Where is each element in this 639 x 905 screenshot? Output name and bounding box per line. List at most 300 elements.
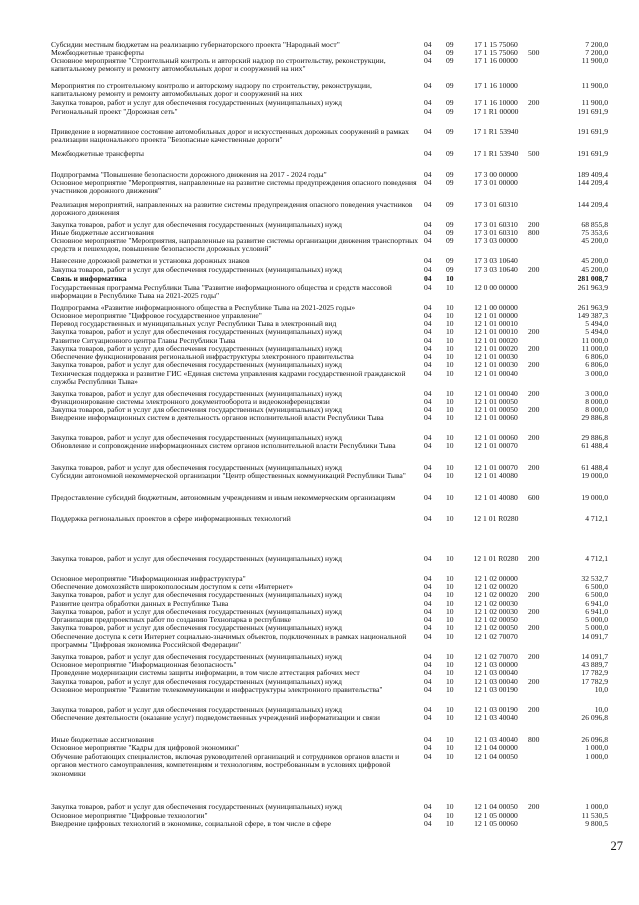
row-section-code: 04	[424, 178, 432, 187]
row-subsection-code: 10	[446, 752, 454, 761]
row-target-code: 12 1 00 00000	[474, 303, 518, 312]
row-target-code: 12 1 01 00070	[474, 441, 518, 450]
row-name: Закупка товаров, работ и услуг для обеспечения государственных (муниципальных) нужд	[51, 590, 342, 599]
page-number: 27	[610, 839, 623, 853]
row-target-code: 17 3 01 60310	[474, 220, 518, 229]
row-name: Организация предпроектных работ по созданию Технопарка в республике	[51, 615, 292, 624]
row-amount: 281 008,7	[577, 274, 608, 283]
row-expense-type: 500	[528, 48, 540, 57]
row-section-code: 04	[424, 433, 432, 442]
row-name: Поддержка региональных проектов в сфере информационных технологий	[51, 514, 291, 523]
row-amount: 75 353,6	[581, 228, 608, 237]
row-expense-type: 200	[528, 463, 540, 472]
row-section-code: 04	[424, 283, 432, 292]
row-section-code: 04	[424, 327, 432, 336]
row-subsection-code: 09	[446, 170, 454, 179]
row-target-code: 12 1 04 00050	[474, 752, 518, 761]
row-section-code: 04	[424, 336, 432, 345]
row-expense-type: 200	[528, 360, 540, 369]
row-expense-type: 200	[528, 802, 540, 811]
row-amount: 4 712,1	[585, 554, 608, 563]
row-name: Закупка товаров, работ и услуг для обеспечения государственных (муниципальных) нужд	[51, 802, 342, 811]
row-subsection-code: 09	[446, 149, 454, 158]
row-target-code: 12 1 02 00050	[474, 615, 518, 624]
row-section-code: 04	[424, 632, 432, 641]
row-target-code: 12 1 02 00030	[474, 607, 518, 616]
row-amount: 19 000,0	[581, 471, 608, 480]
row-subsection-code: 10	[446, 303, 454, 312]
row-target-code: 12 1 03 00190	[474, 685, 518, 694]
row-subsection-code: 09	[446, 98, 454, 107]
row-subsection-code: 10	[446, 327, 454, 336]
row-target-code: 17 3 01 60310	[474, 228, 518, 237]
row-subsection-code: 09	[446, 56, 454, 65]
row-section-code: 04	[424, 170, 432, 179]
row-target-code: 12 1 03 40040	[474, 735, 518, 744]
row-amount: 144 209,4	[577, 200, 608, 209]
row-subsection-code: 10	[446, 668, 454, 677]
row-subsection-code: 09	[446, 107, 454, 116]
row-target-code: 12 1 03 00190	[474, 705, 518, 714]
row-subsection-code: 10	[446, 582, 454, 591]
row-amount: 8 000,0	[585, 397, 608, 406]
row-subsection-code: 09	[446, 178, 454, 187]
row-amount: 26 096,8	[581, 713, 608, 722]
row-subsection-code: 10	[446, 463, 454, 472]
row-target-code: 17 1 R1 00000	[473, 107, 519, 116]
row-subsection-code: 09	[446, 48, 454, 57]
row-target-code: 12 1 02 00000	[474, 574, 518, 583]
row-name: Обеспечение доступа к сети Интернет социально-значимых объектов, подключенных в рамках национальной программы "Цифровая экономика Российской Федерации"	[51, 632, 407, 650]
row-amount: 149 387,3	[577, 311, 608, 320]
row-subsection-code: 10	[446, 599, 454, 608]
row-amount: 29 886,8	[581, 433, 608, 442]
row-target-code: 12 1 01 00060	[474, 433, 518, 442]
row-target-code: 12 1 01 00020	[474, 344, 518, 353]
row-section-code: 04	[424, 607, 432, 616]
row-target-code: 12 1 02 00050	[474, 623, 518, 632]
row-amount: 9 800,5	[585, 819, 608, 828]
row-section-code: 04	[424, 582, 432, 591]
row-target-code: 12 1 01 00040	[474, 389, 518, 398]
row-name: Закупка товаров, работ и услуг для обеспечения государственных (муниципальных) нужд	[51, 389, 342, 398]
row-section-code: 04	[424, 677, 432, 686]
row-target-code: 17 3 01 60310	[474, 200, 518, 209]
row-name: Внедрение информационных систем в деятельность органов исполнительной власти Республики Тыва	[51, 413, 384, 422]
row-name: Проведение модернизации системы защиты информации, в том числе аттестация рабочих мест	[51, 668, 360, 677]
row-subsection-code: 09	[446, 40, 454, 49]
row-target-code: 12 1 05 00000	[474, 811, 518, 820]
row-section-code: 04	[424, 352, 432, 361]
row-name: Техническая поддержка и развитие ГИС «Единая система управления кадрами государственной гражданской службы Республики Тыва»	[51, 369, 406, 387]
row-subsection-code: 10	[446, 554, 454, 563]
row-subsection-code: 10	[446, 735, 454, 744]
row-target-code: 12 1 03 00040	[474, 668, 518, 677]
row-expense-type: 800	[528, 228, 540, 237]
row-amount: 7 200,0	[585, 48, 608, 57]
row-subsection-code: 09	[446, 81, 454, 90]
row-subsection-code: 10	[446, 590, 454, 599]
row-section-code: 04	[424, 735, 432, 744]
row-expense-type: 200	[528, 433, 540, 442]
row-section-code: 04	[424, 493, 432, 502]
row-amount: 191 691,9	[577, 149, 608, 158]
row-target-code: 17 1 16 10000	[474, 81, 518, 90]
row-subsection-code: 10	[446, 311, 454, 320]
row-name: Основное мероприятие "Мероприятия, направленные на развитие системы организации движения транспортных средств и пешеходов, повышение безопасности дорожных условий"	[51, 236, 419, 254]
row-subsection-code: 10	[446, 344, 454, 353]
row-subsection-code: 10	[446, 433, 454, 442]
row-section-code: 04	[424, 369, 432, 378]
row-amount: 11 900,0	[581, 56, 608, 65]
row-amount: 45 200,0	[581, 236, 608, 245]
row-expense-type: 200	[528, 265, 540, 274]
row-subsection-code: 10	[446, 685, 454, 694]
row-amount: 8 000,0	[585, 405, 608, 414]
row-amount: 6 806,0	[585, 360, 608, 369]
row-amount: 68 855,8	[581, 220, 608, 229]
row-amount: 1 000,0	[585, 802, 608, 811]
row-name: Развитие центра обработки данных в Республике Тыва	[51, 599, 229, 608]
row-amount: 29 886,8	[581, 413, 608, 422]
row-amount: 7 200,0	[585, 40, 608, 49]
row-name: Подпрограмма «Развитие информационного общества в Республике Тыва на 2021-2025 годы»	[51, 303, 356, 312]
row-expense-type: 200	[528, 98, 540, 107]
row-amount: 5 494,0	[585, 319, 608, 328]
row-name: Обновление и сопровождение информационных систем органов исполнительной власти Республики Тыва	[51, 441, 396, 450]
row-amount: 1 000,0	[585, 743, 608, 752]
row-subsection-code: 10	[446, 389, 454, 398]
row-target-code: 12 1 01 00010	[474, 327, 518, 336]
row-section-code: 04	[424, 713, 432, 722]
row-section-code: 04	[424, 574, 432, 583]
row-target-code: 12 1 01 00050	[474, 397, 518, 406]
row-name: Реализация мероприятий, направленных на развитие системы предупреждения опасного поведения участников дорожного движения	[51, 200, 413, 218]
row-name: Основное мероприятие "Информационная безопасность"	[51, 660, 237, 669]
row-amount: 11 530,5	[581, 811, 608, 820]
row-subsection-code: 09	[446, 220, 454, 229]
row-name: Основное мероприятие "Строительный контроль и авторский надзор по строительству, реконструкции, капитальному ремонту и ремонту автомобильных дорог и сооружений на них"	[51, 56, 386, 74]
row-subsection-code: 09	[446, 127, 454, 136]
row-target-code: 12 1 01 00030	[474, 360, 518, 369]
row-amount: 32 532,7	[581, 574, 608, 583]
row-target-code: 12 1 02 70070	[474, 632, 518, 641]
row-target-code: 12 1 05 00060	[474, 819, 518, 828]
row-expense-type: 200	[528, 623, 540, 632]
row-amount: 11 900,0	[581, 98, 608, 107]
row-section-code: 04	[424, 413, 432, 422]
row-section-code: 04	[424, 311, 432, 320]
row-amount: 261 963,9	[577, 283, 608, 292]
row-subsection-code: 09	[446, 265, 454, 274]
row-subsection-code: 10	[446, 660, 454, 669]
row-name: Основное мероприятие "Цифровые технологии"	[51, 811, 208, 820]
row-name: Субсидии автономной некоммерческой организации "Центр общественных коммуникаций Республики Тыва"	[51, 471, 406, 480]
row-name: Основное мероприятие "Мероприятия, направленные на развитие системы предупреждения опасного поведения участников дорожного движения"	[51, 178, 417, 196]
row-name: Перевод государственных и муниципальных услуг Республики Тыва в электронный вид	[51, 319, 337, 328]
row-name: Внедрение цифровых технологий в экономике, социальной сфере, в том числе в сфере	[51, 819, 332, 828]
row-amount: 61 488,4	[581, 441, 608, 450]
row-section-code: 04	[424, 48, 432, 57]
row-section-code: 04	[424, 200, 432, 209]
row-subsection-code: 10	[446, 802, 454, 811]
row-amount: 17 782,9	[581, 677, 608, 686]
row-target-code: 12 1 02 00020	[474, 590, 518, 599]
row-subsection-code: 10	[446, 607, 454, 616]
row-target-code: 17 1 R1 53940	[473, 127, 519, 136]
row-subsection-code: 10	[446, 811, 454, 820]
row-target-code: 12 1 03 00040	[474, 677, 518, 686]
row-amount: 1 000,0	[585, 752, 608, 761]
row-amount: 17 782,9	[581, 668, 608, 677]
row-amount: 6 941,0	[585, 599, 608, 608]
row-amount: 45 200,0	[581, 265, 608, 274]
row-target-code: 17 3 03 10640	[474, 256, 518, 265]
row-name: Закупка товаров, работ и услуг для обеспечения государственных (муниципальных) нужд	[51, 705, 342, 714]
row-expense-type: 200	[528, 652, 540, 661]
row-subsection-code: 10	[446, 632, 454, 641]
row-target-code: 12 1 02 70070	[474, 652, 518, 661]
row-section-code: 04	[424, 752, 432, 761]
row-section-code: 04	[424, 811, 432, 820]
row-expense-type: 600	[528, 493, 540, 502]
row-target-code: 12 1 03 00000	[474, 660, 518, 669]
row-subsection-code: 10	[446, 352, 454, 361]
row-name: Основное мероприятие "Информационная инфраструктура"	[51, 574, 246, 583]
row-name: Обеспечение функционирования региональной инфраструктуры электронного правительства	[51, 352, 354, 361]
row-name: Закупка товаров, работ и услуг для обеспечения государственных (муниципальных) нужд	[51, 554, 342, 563]
row-amount: 6 500,0	[585, 590, 608, 599]
row-expense-type: 200	[528, 389, 540, 398]
row-subsection-code: 10	[446, 283, 454, 292]
row-name: Развитие Ситуационного центра Главы Республики Тыва	[51, 336, 236, 345]
row-name: Обеспечение домохозяйств широкополосным доступом к сети «Интернет»	[51, 582, 294, 591]
row-section-code: 04	[424, 590, 432, 599]
row-subsection-code: 10	[446, 677, 454, 686]
row-name: Обеспечение деятельности (оказание услуг) подведомственных учреждений информатизации и связи	[51, 713, 380, 722]
row-target-code: 12 1 01 00020	[474, 336, 518, 345]
row-amount: 5 494,0	[585, 327, 608, 336]
row-target-code: 12 1 03 40040	[474, 713, 518, 722]
row-name: Закупка товаров, работ и услуг для обеспечения государственных (муниципальных) нужд	[51, 98, 342, 107]
row-amount: 11 000,0	[581, 336, 608, 345]
row-name: Межбюджетные трансферты	[51, 149, 144, 158]
row-amount: 5 000,0	[585, 623, 608, 632]
row-target-code: 17 3 03 00000	[474, 236, 518, 245]
row-name: Государственная программа Республики Тыва "Развитие информационного общества и средств массовой информации в Республике Тыва на 2021-2025 годы"	[51, 283, 392, 301]
row-subsection-code: 10	[446, 743, 454, 752]
row-subsection-code: 10	[446, 369, 454, 378]
row-amount: 11 000,0	[581, 344, 608, 353]
row-expense-type: 200	[528, 344, 540, 353]
row-subsection-code: 09	[446, 200, 454, 209]
row-amount: 261 963,9	[577, 303, 608, 312]
row-subsection-code: 10	[446, 652, 454, 661]
row-section-code: 04	[424, 360, 432, 369]
row-amount: 45 200,0	[581, 256, 608, 265]
row-subsection-code: 10	[446, 615, 454, 624]
row-name: Связь и информатика	[51, 274, 127, 283]
row-target-code: 12 1 01 00050	[474, 405, 518, 414]
row-subsection-code: 10	[446, 319, 454, 328]
row-target-code: 12 1 04 00050	[474, 802, 518, 811]
row-name: Основное мероприятие "Кадры для цифровой экономики"	[51, 743, 240, 752]
row-subsection-code: 10	[446, 360, 454, 369]
row-amount: 6 941,0	[585, 607, 608, 616]
row-section-code: 04	[424, 236, 432, 245]
row-name: Закупка товаров, работ и услуг для обеспечения государственных (муниципальных) нужд	[51, 344, 342, 353]
row-section-code: 04	[424, 98, 432, 107]
row-section-code: 04	[424, 228, 432, 237]
row-section-code: 04	[424, 471, 432, 480]
row-name: Иные бюджетные ассигнования	[51, 228, 154, 237]
row-subsection-code: 10	[446, 705, 454, 714]
row-section-code: 04	[424, 743, 432, 752]
row-section-code: 04	[424, 56, 432, 65]
row-subsection-code: 09	[446, 236, 454, 245]
row-target-code: 12 1 02 00020	[474, 582, 518, 591]
row-subsection-code: 10	[446, 441, 454, 450]
row-section-code: 04	[424, 705, 432, 714]
row-section-code: 04	[424, 389, 432, 398]
row-section-code: 04	[424, 660, 432, 669]
row-name: Обучение работающих специалистов, включая руководителей организаций и сотрудников органов власти и органов местного самоуправления, компетенциям и технологиям, востребованным в условиях цифровой экономики	[51, 752, 400, 778]
row-amount: 14 091,7	[581, 632, 608, 641]
row-target-code: 12 1 01 40080	[474, 471, 518, 480]
row-target-code: 12 1 01 R0280	[473, 514, 519, 523]
row-subsection-code: 10	[446, 413, 454, 422]
row-amount: 144 209,4	[577, 178, 608, 187]
row-name: Функционирование системы электронного документооборота и видеоконференцсвязи	[51, 397, 330, 406]
row-target-code: 12 1 04 00000	[474, 743, 518, 752]
row-name: Подпрограмма "Повышение безопасности дорожного движения на 2017 - 2024 годы"	[51, 170, 327, 179]
row-name: Основное мероприятие "Развитие телекоммуникации и инфраструктуры электронного правительства"	[51, 685, 383, 694]
row-target-code: 17 3 03 10640	[474, 265, 518, 274]
row-target-code: 12 1 01 00030	[474, 352, 518, 361]
row-target-code: 12 1 01 40080	[474, 493, 518, 502]
row-target-code: 17 3 00 00000	[474, 170, 518, 179]
row-amount: 10,0	[594, 705, 608, 714]
row-target-code: 12 1 02 00030	[474, 599, 518, 608]
row-amount: 6 500,0	[585, 582, 608, 591]
row-amount: 14 091,7	[581, 652, 608, 661]
row-amount: 5 000,0	[585, 615, 608, 624]
row-name: Межбюджетные трансферты	[51, 48, 144, 57]
row-section-code: 04	[424, 220, 432, 229]
row-section-code: 04	[424, 344, 432, 353]
row-section-code: 04	[424, 127, 432, 136]
row-target-code: 12 1 01 00040	[474, 369, 518, 378]
row-target-code: 17 1 15 75060	[474, 48, 518, 57]
row-target-code: 17 3 01 00000	[474, 178, 518, 187]
row-section-code: 04	[424, 149, 432, 158]
row-amount: 6 806,0	[585, 352, 608, 361]
row-amount: 3 000,0	[585, 369, 608, 378]
row-expense-type: 200	[528, 607, 540, 616]
row-section-code: 04	[424, 623, 432, 632]
row-section-code: 04	[424, 463, 432, 472]
row-section-code: 04	[424, 40, 432, 49]
row-subsection-code: 10	[446, 623, 454, 632]
row-section-code: 04	[424, 441, 432, 450]
row-name: Иные бюджетные ассигнования	[51, 735, 154, 744]
row-expense-type: 200	[528, 327, 540, 336]
row-target-code: 17 1 16 00000	[474, 56, 518, 65]
row-section-code: 04	[424, 554, 432, 563]
row-name: Закупка товаров, работ и услуг для обеспечения государственных (муниципальных) нужд	[51, 405, 342, 414]
row-section-code: 04	[424, 652, 432, 661]
row-subsection-code: 09	[446, 228, 454, 237]
row-section-code: 04	[424, 615, 432, 624]
row-target-code: 12 0 00 00000	[474, 283, 518, 292]
row-amount: 26 096,8	[581, 735, 608, 744]
row-name: Закупка товаров, работ и услуг для обеспечения государственных (муниципальных) нужд	[51, 623, 342, 632]
row-target-code: 12 1 01 00000	[474, 311, 518, 320]
row-name: Региональный проект "Дорожная сеть"	[51, 107, 178, 116]
row-amount: 191 691,9	[577, 127, 608, 136]
row-amount: 189 409,4	[577, 170, 608, 179]
row-section-code: 04	[424, 274, 432, 283]
row-name: Закупка товаров, работ и услуг для обеспечения государственных (муниципальных) нужд	[51, 220, 342, 229]
row-expense-type: 200	[528, 220, 540, 229]
row-name: Закупка товаров, работ и услуг для обеспечения государственных (муниципальных) нужд	[51, 327, 342, 336]
row-name: Закупка товаров, работ и услуг для обеспечения государственных (муниципальных) нужд	[51, 677, 342, 686]
row-name: Мероприятия по строительному контролю и авторскому надзору по строительству, реконструкции, капитальному ремонту и ремонту автомобильных дорог и сооружений на них	[51, 81, 372, 99]
row-target-code: 12 1 01 00070	[474, 463, 518, 472]
row-expense-type: 200	[528, 554, 540, 563]
row-section-code: 04	[424, 303, 432, 312]
row-target-code: 17 1 15 75060	[474, 40, 518, 49]
row-subsection-code: 09	[446, 256, 454, 265]
row-subsection-code: 10	[446, 713, 454, 722]
row-amount: 10,0	[594, 685, 608, 694]
row-target-code: 17 1 R1 53940	[473, 149, 519, 158]
row-section-code: 04	[424, 514, 432, 523]
row-expense-type: 500	[528, 149, 540, 158]
row-subsection-code: 10	[446, 405, 454, 414]
row-amount: 19 000,0	[581, 493, 608, 502]
row-name: Основное мероприятие "Цифровое государственное управление"	[51, 311, 262, 320]
row-section-code: 04	[424, 397, 432, 406]
row-name: Предоставление субсидий бюджетным, автономным учреждениям и иным некоммерческим организациям	[51, 493, 396, 502]
row-amount: 191 691,9	[577, 107, 608, 116]
row-section-code: 04	[424, 81, 432, 90]
row-name: Субсидии местным бюджетам на реализацию губернаторского проекта "Народный мост"	[51, 40, 340, 49]
row-section-code: 04	[424, 819, 432, 828]
row-target-code: 17 1 16 10000	[474, 98, 518, 107]
row-subsection-code: 10	[446, 493, 454, 502]
row-amount: 3 000,0	[585, 389, 608, 398]
row-name: Закупка товаров, работ и услуг для обеспечения государственных (муниципальных) нужд	[51, 265, 342, 274]
row-subsection-code: 10	[446, 819, 454, 828]
row-expense-type: 200	[528, 677, 540, 686]
row-name: Нанесение дорожной разметки и установка дорожных знаков	[51, 256, 250, 265]
row-section-code: 04	[424, 668, 432, 677]
row-name: Закупка товаров, работ и услуг для обеспечения государственных (муниципальных) нужд	[51, 463, 342, 472]
row-expense-type: 200	[528, 405, 540, 414]
row-subsection-code: 10	[446, 397, 454, 406]
row-subsection-code: 10	[446, 514, 454, 523]
row-section-code: 04	[424, 599, 432, 608]
row-section-code: 04	[424, 685, 432, 694]
row-subsection-code: 10	[446, 471, 454, 480]
row-amount: 61 488,4	[581, 463, 608, 472]
row-amount: 43 889,7	[581, 660, 608, 669]
row-name: Закупка товаров, работ и услуг для обеспечения государственных (муниципальных) нужд	[51, 360, 342, 369]
row-name: Закупка товаров, работ и услуг для обеспечения государственных (муниципальных) нужд	[51, 607, 342, 616]
row-expense-type: 200	[528, 705, 540, 714]
row-section-code: 04	[424, 256, 432, 265]
